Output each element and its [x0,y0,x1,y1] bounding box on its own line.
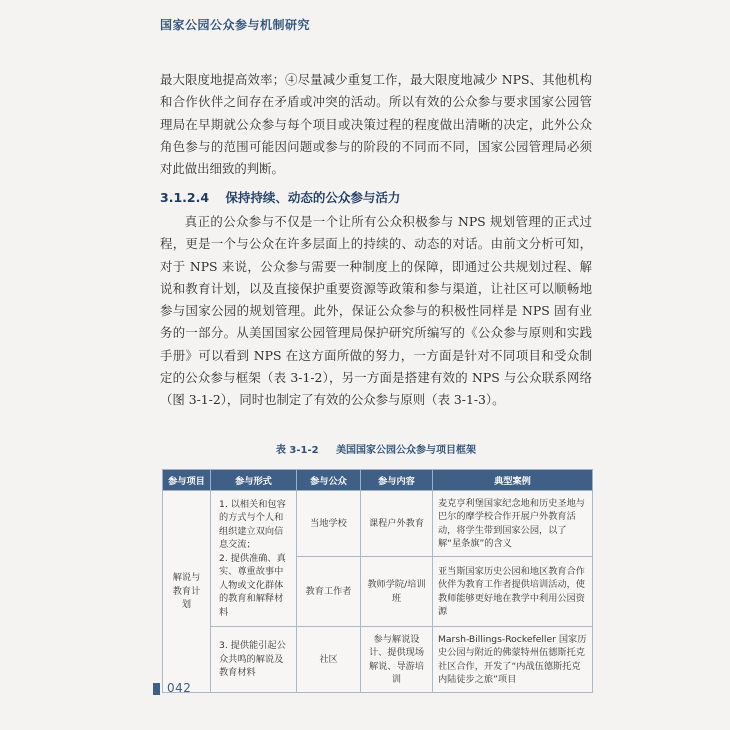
case-cell: Marsh-Billings-Rockefeller 国家历史公园与附近的佛蒙特州伍德斯托克社区合作，开发了“内战伍德斯托克内陆徒步之旅”项目 [433,627,593,693]
table-row [163,491,593,557]
section-number: 3.1.2.4 [160,190,210,205]
content-cell: 参与解说设计、提供现场解说、导游培训 [361,627,433,693]
form-cell: 1. 以相关和包容的方式与个人和组织建立双向信息交流； 2. 提供准确、真实、尊重故事中人物或文化群体的教育和解释材料 [211,491,297,627]
public-cell: 社区 [297,627,361,693]
section-heading [160,188,400,206]
case-cell: 亚当斯国家历史公园和地区教育合作伙伴为教育工作者提供培训活动，使教师能够更好地在教学中利用公园资源 [433,557,593,627]
table-caption [160,441,592,456]
paragraph-1-text: 最大限度地提高效率；④尽量减少重复工作，最大限度地减少 NPS、其他机构和合作伙伴之间存在矛盾或冲突的活动。所以有效的公众参与要求国家公园管理局在早期就公众参与每个项目或决策过程的程度做出清晰的决定，此外公众角色参与的范围可能因问题或参与的阶段的不同而不同，国家公园管理局必须对此做出细致的判断。 [160,72,592,177]
content-cell: 教师学院/培训班 [361,557,433,627]
case-cell: 麦克亨利堡国家纪念地和历史圣地与巴尔的摩学校合作开展户外教育活动，将学生带到国家公园，以了解“星条旗”的含义 [433,491,593,557]
paragraph-2-text: 真正的公众参与不仅是一个让所有公众积极参与 NPS 规划管理的正式过程，更是一个与公众在许多层面上的持续的、动态的对话。由前文分析可知，对于 NPS 来说，公众参与需要一种制度上的保障，即通过公共规划过程、解说和教育计划，以及直接保护重要资源等政策和参与渠道，让社区可以顺畅地参与国家公园的规划管理。此外，保证公众参与的积极性同样是 NPS 固有业务的一部分。从美国国家公园管理局保护研究所编写的《公众参与原则和实践手册》可以看到 NPS 在这方面所做的努力，一方面是针对不同项目和受众制定的公众参与框架（表 3-1-2），另一方面是搭建有效的 NPS 与公众联系网络（图 3-1-2），同时也制定了有效的公众参与原则（表 3-1-3）。 [160,214,592,408]
table-header-cell: 参与内容 [361,470,433,491]
section-title: 保持持续、动态的公众参与活力 [225,190,401,205]
project-cell: 解说与教育计划 [163,491,211,693]
table-caption-title: 美国国家公园公众参与项目框架 [336,445,477,456]
table-row [163,627,593,693]
content-cell: 课程户外教育 [361,491,433,557]
table-header-cell: 参与形式 [211,470,297,491]
table-header-cell: 典型案例 [433,470,593,491]
participation-framework-table [162,469,593,693]
form-cell: 3. 提供能引起公众共鸣的解说及教育材料 [211,627,297,693]
page-number: 042 [167,681,192,695]
paragraph-1 [160,69,592,180]
table-header-row [163,470,593,491]
public-cell: 当地学校 [297,491,361,557]
public-cell: 教育工作者 [297,557,361,627]
page-marker [153,683,160,695]
table-caption-number: 表 3-1-2 [275,445,319,456]
paragraph-2 [160,211,592,412]
table-header-cell: 参与公众 [297,470,361,491]
running-title: 国家公园公众参与机制研究 [160,18,311,32]
table-header-cell: 参与项目 [163,470,211,491]
